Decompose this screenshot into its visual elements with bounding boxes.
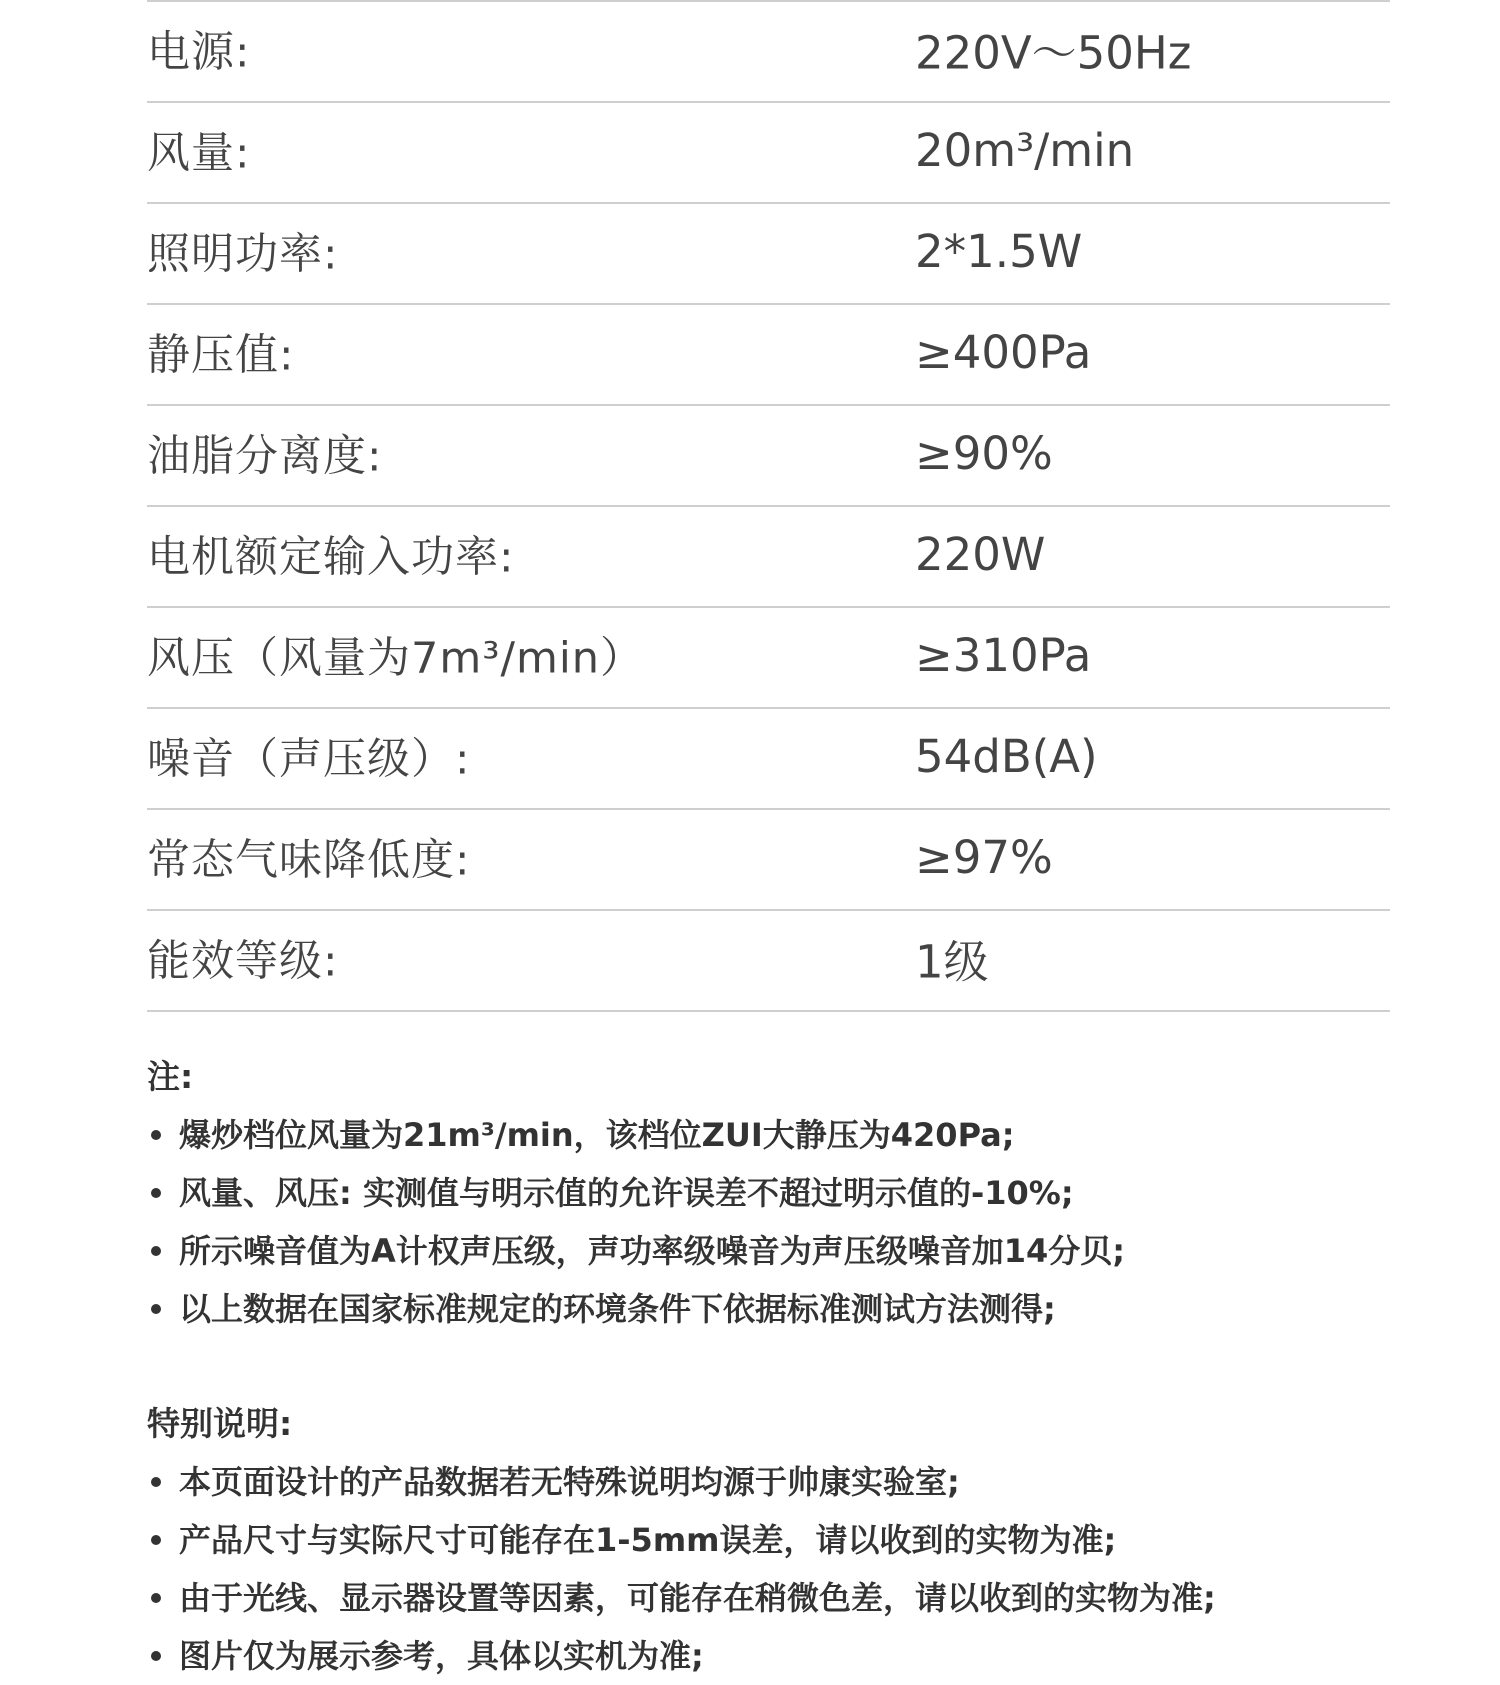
spec-row-grease-separation: [147, 406, 1390, 507]
spec-row-static-pressure: [147, 305, 1390, 406]
bullet-icon: [151, 1593, 161, 1603]
bullet-icon: [151, 1188, 161, 1198]
spec-label: 电源:: [147, 26, 251, 77]
spec-label: 照明功率:: [147, 228, 339, 279]
list-item: [147, 1280, 1397, 1338]
note-text: 所示噪音值为A计权声压级，声功率级噪音为声压级噪音加14分贝;: [179, 1232, 1126, 1270]
spec-label: 电机额定输入功率:: [147, 531, 515, 582]
notes-section: [147, 1048, 1397, 1338]
spec-value: 220V～50Hz: [915, 25, 1192, 79]
list-item: [147, 1453, 1397, 1511]
spec-row-wind-pressure: [147, 608, 1390, 709]
special-notes-heading: 特别说明:: [147, 1404, 293, 1443]
spec-label: 噪音（声压级）:: [147, 733, 471, 784]
spec-label: 风压（风量为7m³/min）: [147, 632, 645, 683]
bullet-icon: [151, 1477, 161, 1487]
spec-value: 220W: [915, 527, 1046, 581]
spec-value: ≥90%: [915, 426, 1053, 480]
note-text: 以上数据在国家标准规定的环境条件下依据标准测试方法测得;: [179, 1290, 1056, 1328]
spec-value: 20m³/min: [915, 123, 1135, 177]
spec-value: 2*1.5W: [915, 224, 1083, 278]
spec-value: ≥97%: [915, 830, 1053, 884]
notes-list: [147, 1106, 1397, 1338]
list-item: [147, 1222, 1397, 1280]
note-text: 风量、风压: 实测值与明示值的允许误差不超过明示值的-10%;: [179, 1174, 1074, 1212]
spec-label: 静压值:: [147, 329, 295, 380]
special-notes-section: [147, 1395, 1397, 1685]
list-item: [147, 1569, 1397, 1627]
special-notes-list: [147, 1453, 1397, 1685]
notes-heading: 注:: [147, 1057, 194, 1096]
note-text: 产品尺寸与实际尺寸可能存在1-5mm误差，请以收到的实物为准;: [179, 1521, 1117, 1559]
list-item: [147, 1627, 1397, 1685]
spec-label: 常态气味降低度:: [147, 834, 471, 885]
spec-label: 能效等级:: [147, 935, 339, 986]
note-text: 爆炒档位风量为21m³/min，该档位ZUI大静压为420Pa;: [179, 1116, 1015, 1154]
spec-row-air-volume: [147, 103, 1390, 204]
note-text: 由于光线、显示器设置等因素，可能存在稍微色差，请以收到的实物为准;: [179, 1579, 1216, 1617]
bullet-icon: [151, 1304, 161, 1314]
list-item: [147, 1164, 1397, 1222]
note-text: 图片仅为展示参考，具体以实机为准;: [179, 1637, 704, 1675]
list-item: [147, 1106, 1397, 1164]
spec-value: 1级: [915, 934, 989, 988]
bullet-icon: [151, 1651, 161, 1661]
spec-value: ≥400Pa: [915, 325, 1092, 379]
spec-row-motor-power: [147, 507, 1390, 608]
spec-value: ≥310Pa: [915, 628, 1092, 682]
list-item: [147, 1511, 1397, 1569]
note-text: 本页面设计的产品数据若无特殊说明均源于帅康实验室;: [179, 1463, 960, 1501]
spec-row-lighting-power: [147, 204, 1390, 305]
bullet-icon: [151, 1130, 161, 1140]
spec-label: 风量:: [147, 127, 251, 178]
spec-row-power-supply: [147, 2, 1390, 103]
spec-label: 油脂分离度:: [147, 430, 383, 481]
bullet-icon: [151, 1246, 161, 1256]
spec-row-noise: [147, 709, 1390, 810]
spec-row-odor-reduction: [147, 810, 1390, 911]
spec-table: [147, 0, 1390, 1012]
spec-row-energy-grade: [147, 911, 1390, 1012]
spec-value: 54dB(A): [915, 729, 1098, 783]
bullet-icon: [151, 1535, 161, 1545]
